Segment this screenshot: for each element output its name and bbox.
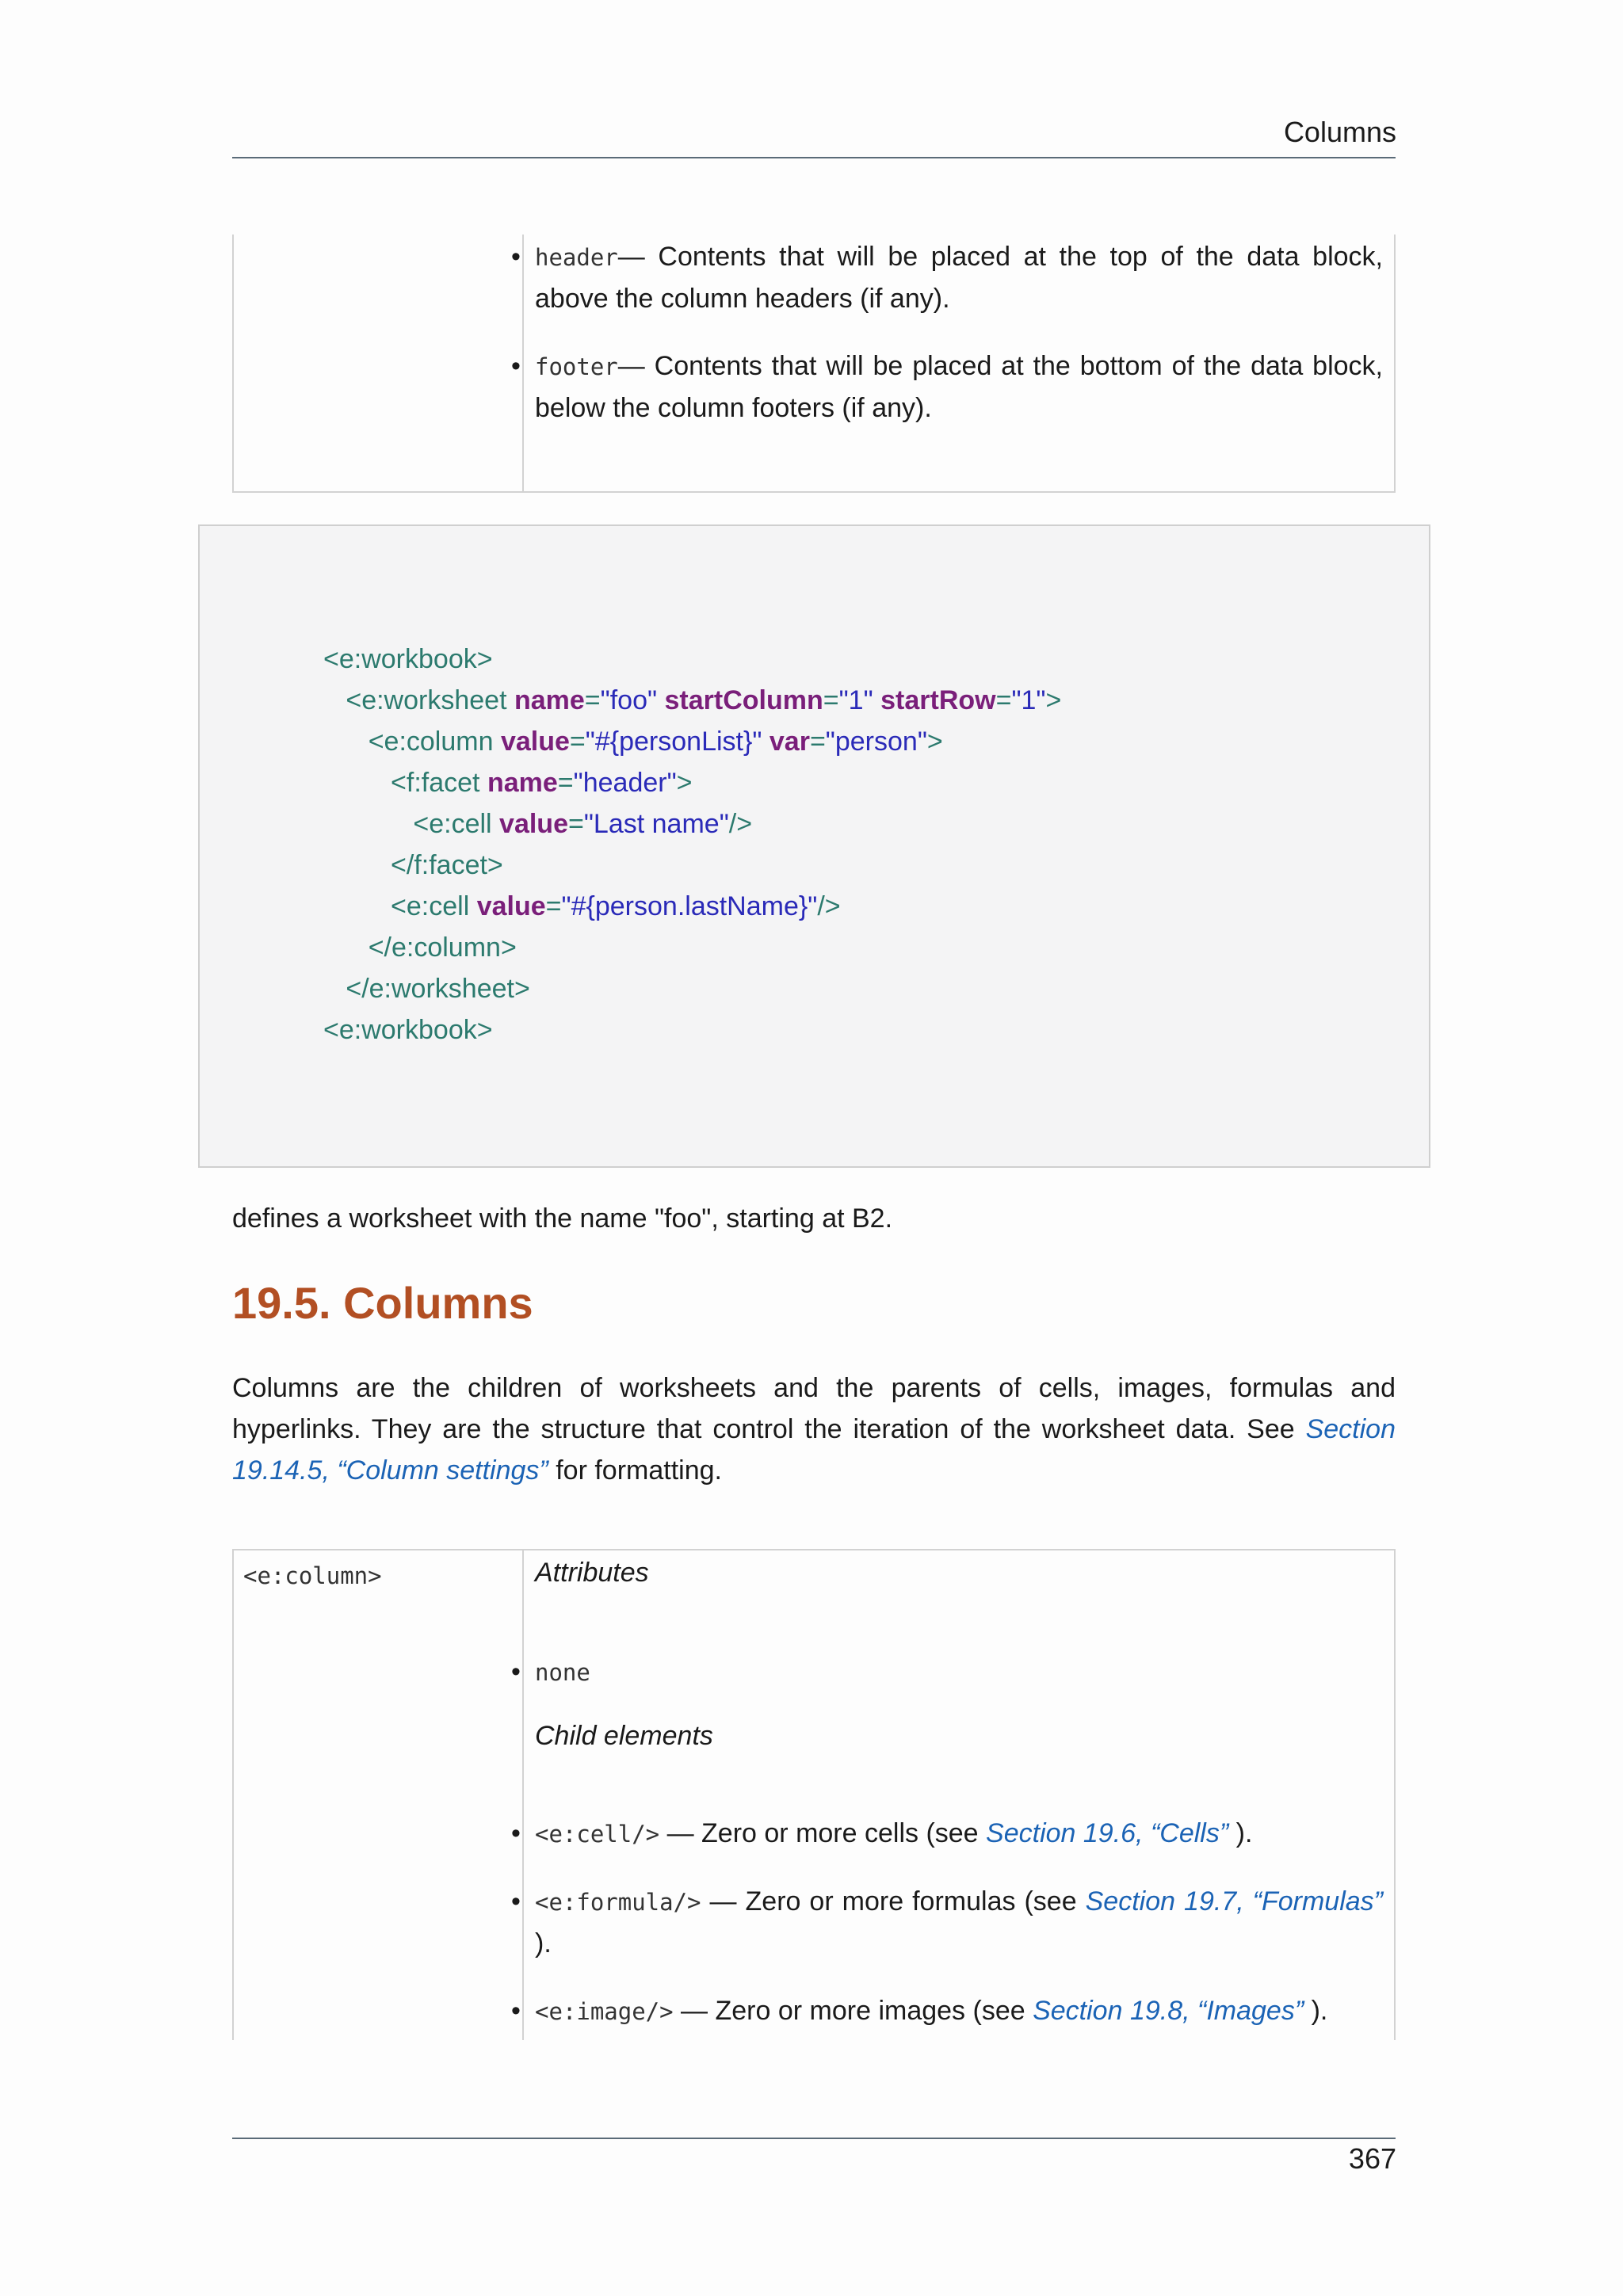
list-item-header: • header— Contents that will be placed at the top of the data block, above the column headers (if any). xyxy=(535,236,1383,319)
attribute-item: • none xyxy=(535,1651,1383,1693)
child-elements-heading: Child elements xyxy=(535,1721,713,1751)
child-item-cell: • <e:cell/> — Zero or more cells (see Section 19.6, “Cells” ). xyxy=(535,1813,1383,1855)
code-footer: footer xyxy=(535,353,618,380)
running-header: Columns xyxy=(1283,116,1396,148)
code-example: <e:workbook> <e:worksheet name="foo" startColumn="1" startRow="1"> <e:column value="#{personList}" var="person"> <f:facet name="header"> <e:cell value="Last name"/> </f:facet> <e:cell value="#{person.lastName}"/> </e:column> </e:worksheet> <e:workbook> xyxy=(323,644,1062,1045)
child-item-formula: • <e:formula/> — Zero or more formulas (see Section 19.7, “Formulas” ). xyxy=(535,1881,1383,1964)
link-formulas[interactable]: Section 19.7, “Formulas” xyxy=(1085,1886,1383,1917)
intro-paragraph: Columns are the children of worksheets and the parents of cells, images, formulas and hyperlinks. They are the structure that control the iteration of the worksheet data. See Section 19.14.5, “Column settings” for formatting. xyxy=(232,1373,1396,1486)
footer-rule xyxy=(232,2138,1396,2139)
section-heading: 19.5. Columns xyxy=(232,1278,533,1328)
code-header: header xyxy=(535,244,618,271)
table-divider xyxy=(522,235,524,493)
link-column-settings[interactable]: Section 19.14.5, “Column settings” xyxy=(232,1414,1396,1486)
column-table xyxy=(232,1549,1396,2040)
list-item-footer: • footer— Contents that will be placed at the bottom of the data block, below the column footers (if any). xyxy=(535,345,1383,429)
after-code-text: defines a worksheet with the name "foo", starting at B2. xyxy=(232,1203,893,1234)
link-images[interactable]: Section 19.8, “Images” xyxy=(1033,1996,1304,2026)
attributes-heading: Attributes xyxy=(535,1558,649,1588)
child-item-image: • <e:image/> — Zero or more images (see Section 19.8, “Images” ). xyxy=(535,1990,1383,2032)
element-name: <e:column> xyxy=(243,1562,382,1589)
table-divider xyxy=(522,1549,524,2040)
header-rule xyxy=(232,157,1396,158)
link-cells[interactable]: Section 19.6, “Cells” xyxy=(986,1818,1229,1848)
page-number: 367 xyxy=(1348,2142,1396,2175)
